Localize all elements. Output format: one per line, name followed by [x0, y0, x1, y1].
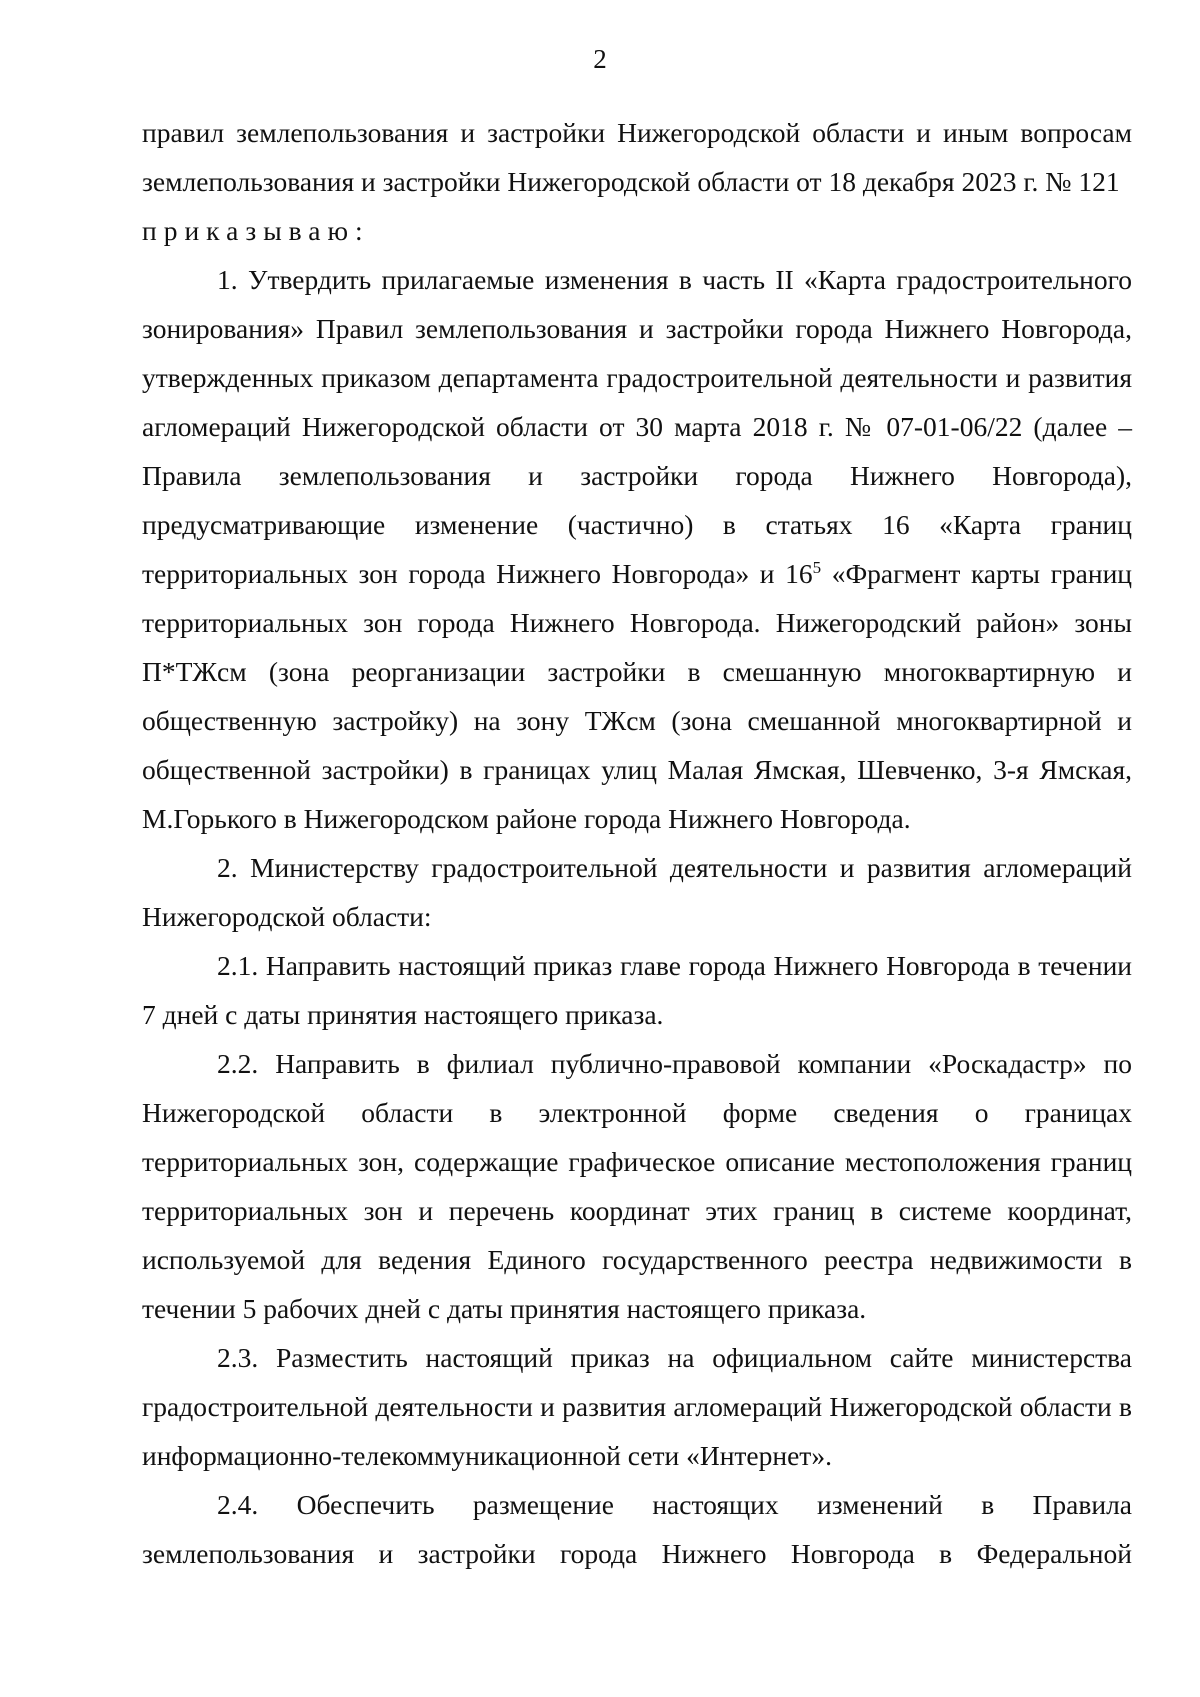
item-1-text-before: 1. Утвердить прилагаемые изменения в часть II «Карта градостроительного зонирования» Правил землепользования и застройки города Нижнего Новгорода, утвержденных приказом департамента градостроительной деятельности и развития агломераций Нижегородской области от 30 марта 2018 г. № 07-01-06/22 (далее – Правила землепользования и застройки города Нижнего Новгорода), предусматривающие изменение (частично) в статьях 16 «Карта границ территориальных зон города Нижнего Новгорода» и 16 — [142, 264, 1132, 589]
paragraph-intro: правил землепользования и застройки Нижегородской области и иным вопросам землепользования и застройки Нижегородской области от 18 декабря 2023 г. № 121 — [142, 117, 1132, 197]
item-1-superscript: 5 — [812, 557, 822, 577]
item-1-text-after: «Фрагмент карты границ территориальных зон города Нижнего Новгорода. Нижегородский район» зоны П*ТЖсм (зона реорганизации застройки в смешанную многоквартирную и общественную застройку) на зону ТЖсм (зона смешанной многоквартирной и общественной застройки) в границах улиц Малая Ямская, Шевченко, 3-я Ямская, М.Горького в Нижегородском районе города Нижнего Новгорода. — [142, 558, 1132, 834]
paragraph-item-2-3: 2.3. Разместить настоящий приказ на официальном сайте министерства градостроительной деятельности и развития агломераций Нижегородской области в информационно-телекоммуникационной сети «Интернет». — [142, 1342, 1132, 1471]
paragraph-item-2: 2. Министерству градостроительной деятельности и развития агломераций Нижегородской области: — [142, 852, 1132, 932]
paragraph-item-2-4: 2.4. Обеспечить размещение настоящих изменений в Правила землепользования и застройки города Нижнего Новгорода в Федеральной — [142, 1489, 1132, 1569]
paragraph-item-2-1: 2.1. Направить настоящий приказ главе города Нижнего Новгорода в течении 7 дней с даты принятия настоящего приказа. — [142, 950, 1132, 1030]
paragraph-order-word: приказываю: — [142, 215, 370, 246]
document-body — [142, 108, 1132, 1578]
page-number: 2 — [593, 44, 607, 74]
paragraph-item-2-2: 2.2. Направить в филиал публично-правовой компании «Роскадастр» по Нижегородской области в электронной форме сведения о границах территориальных зон, содержащие графическое описание местоположения границ территориальных зон и перечень координат этих границ в системе координат, используемой для ведения Единого государственного реестра недвижимости в течении 5 рабочих дней с даты принятия настоящего приказа. — [142, 1048, 1132, 1324]
paragraph-item-1 — [142, 255, 1132, 843]
